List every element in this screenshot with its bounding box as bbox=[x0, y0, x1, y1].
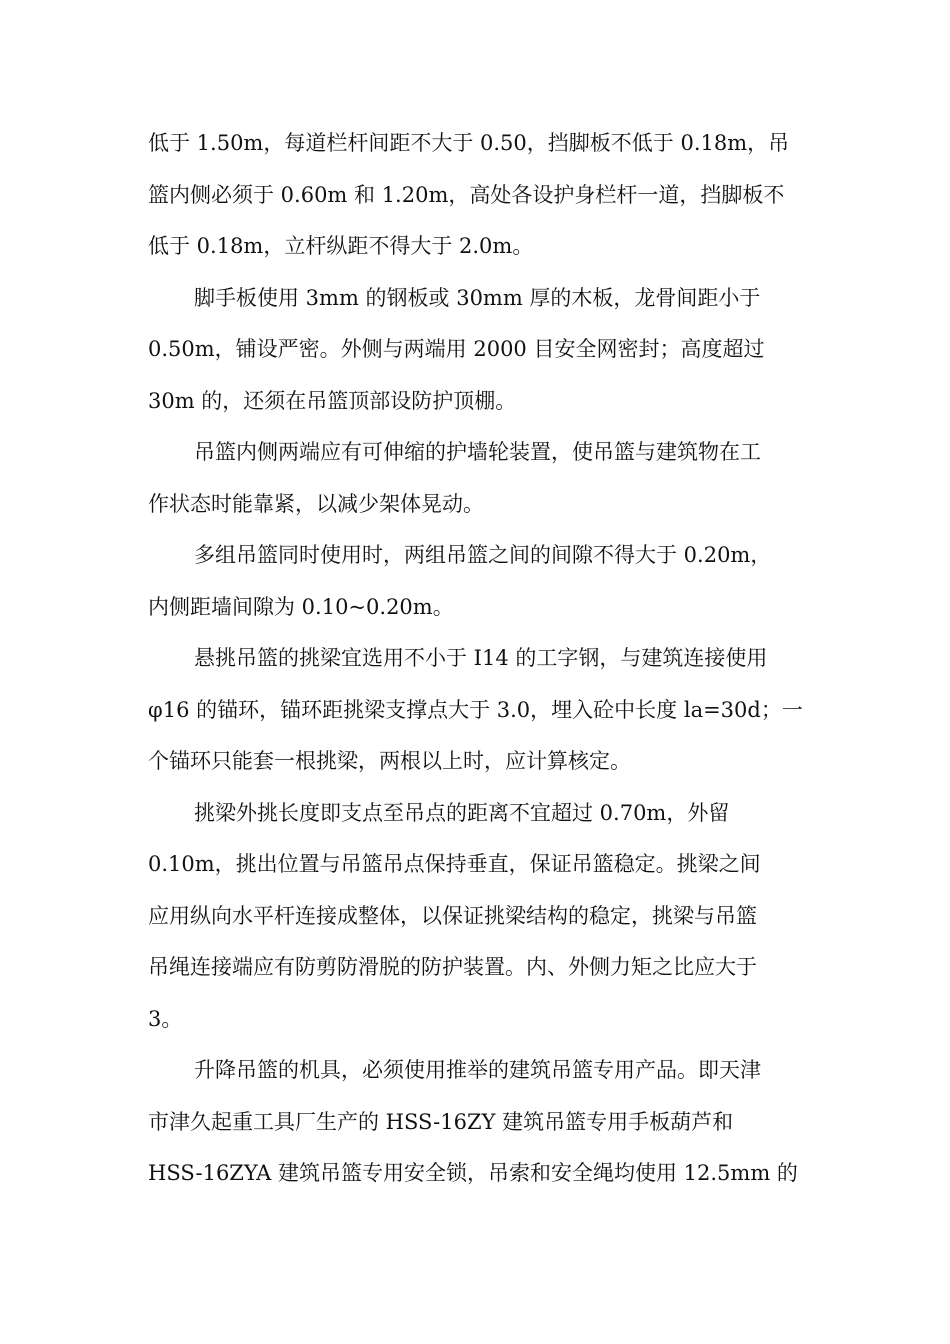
text-line: 作状态时能靠紧，以减少架体晃动。 bbox=[148, 491, 484, 516]
text-line: 内侧距墙间隙为 0.10~0.20m。 bbox=[148, 594, 454, 619]
text-line: φ16 的锚环，锚环距挑梁支撑点大于 3.0，埋入砼中长度 la=30d；一 bbox=[148, 697, 803, 722]
paragraph-start-line: 升降吊篮的机具，必须使用推举的建筑吊篮专用产品。即天津 bbox=[194, 1058, 761, 1082]
paragraph-start-line: 吊篮内侧两端应有可伸缩的护墙轮装置，使吊篮与建筑物在工 bbox=[194, 440, 761, 464]
text-line: 低于 1.50m，每道栏杆间距不大于 0.50，挡脚板不低于 0.18m，吊 bbox=[148, 131, 790, 155]
body-text bbox=[148, 118, 802, 1200]
text-line: 低于 0.18m，立杆纵距不得大于 2.0m。 bbox=[148, 234, 534, 258]
paragraph-start-line: 脚手板使用 3mm 的钢板或 30mm 厚的木板，龙骨间距小于 bbox=[194, 285, 761, 310]
text-line: 应用纵向水平杆连接成整体，以保证挑梁结构的稳定，挑梁与吊篮 bbox=[148, 903, 757, 928]
text-line: 3。 bbox=[148, 1006, 183, 1031]
text-line: 0.50m，铺设严密。外侧与两端用 2000 目安全网密封；高度超过 bbox=[148, 337, 765, 361]
text-line: 0.10m，挑出位置与吊篮吊点保持垂直，保证吊篮稳定。挑梁之间 bbox=[148, 852, 761, 876]
text-line: HSS-16ZYA 建筑吊篮专用安全锁，吊索和安全绳均使用 12.5mm 的 bbox=[148, 1161, 798, 1185]
paragraph-start-line: 多组吊篮同时使用时，两组吊篮之间的间隙不得大于 0.20m， bbox=[194, 543, 772, 567]
paragraph-start-line: 挑梁外挑长度即支点至吊点的距离不宜超过 0.70m，外留 bbox=[194, 800, 730, 825]
text-line: 吊绳连接端应有防剪防滑脱的防护装置。内、外侧力矩之比应大于 bbox=[148, 955, 757, 979]
paragraph-start-line: 悬挑吊篮的挑梁宜选用不小于 I14 的工字钢，与建筑连接使用 bbox=[194, 646, 768, 670]
text-line: 个锚环只能套一根挑梁，两根以上时，应计算核定。 bbox=[148, 749, 631, 773]
text-line: 30m 的，还须在吊篮顶部设防护顶棚。 bbox=[148, 388, 517, 413]
text-line: 市津久起重工具厂生产的 HSS-16ZY 建筑吊篮专用手板葫芦和 bbox=[148, 1109, 734, 1134]
text-line: 篮内侧必须于 0.60m 和 1.20m，高处各设护身栏杆一道，挡脚板不 bbox=[148, 182, 785, 207]
